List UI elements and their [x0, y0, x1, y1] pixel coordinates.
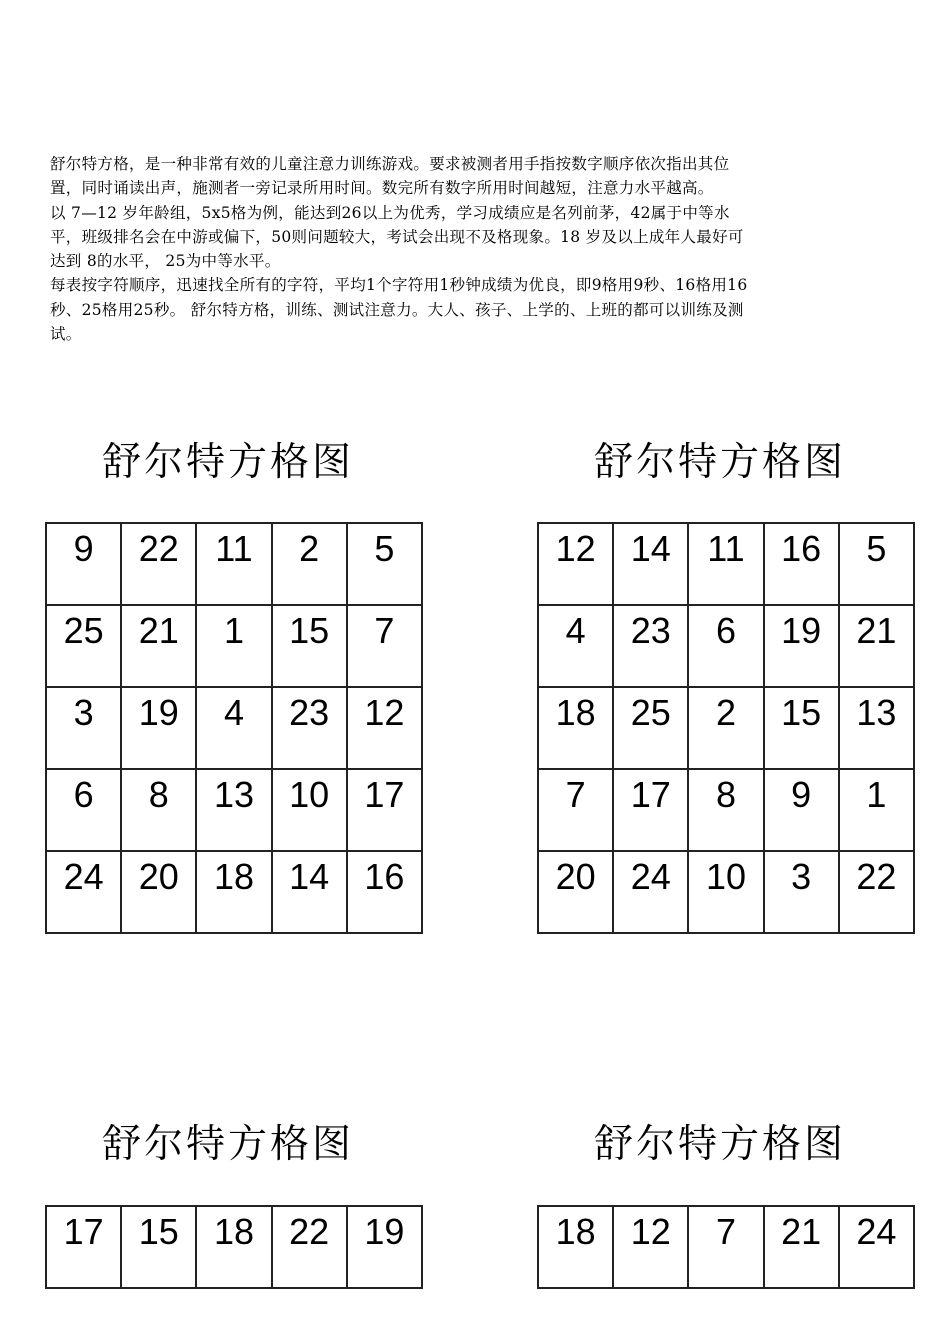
grid-cell: 22 [272, 1206, 347, 1288]
grid-cell: 21 [121, 605, 196, 687]
grid-cell: 23 [272, 687, 347, 769]
grid-cell: 5 [347, 523, 422, 605]
grid-cell: 15 [764, 687, 839, 769]
grid-cell: 7 [688, 1206, 763, 1288]
grid-cell: 13 [839, 687, 914, 769]
grid-cell: 7 [538, 769, 613, 851]
grid-cell: 18 [196, 851, 271, 933]
grid-row [538, 605, 914, 687]
grid-cell: 12 [538, 523, 613, 605]
grid-title: 舒尔特方格图 [593, 1122, 846, 1167]
grid-cell: 12 [613, 1206, 688, 1288]
grid-cell: 17 [46, 1206, 121, 1288]
grid-cell: 23 [613, 605, 688, 687]
schulte-grid-1 [45, 522, 423, 934]
grid-cell: 8 [121, 769, 196, 851]
grid-cell: 18 [538, 1206, 613, 1288]
grid-row [46, 851, 422, 933]
grid-cell: 4 [538, 605, 613, 687]
grid-title: 舒尔特方格图 [101, 1122, 354, 1167]
schulte-grid-2 [537, 522, 915, 934]
grid-cell: 2 [272, 523, 347, 605]
grid-cell: 1 [196, 605, 271, 687]
intro-line: 每表按字符顺序，迅速找全所有的字符，平均1个字符用1秒钟成绩为优良，即9格用9秒、16格用16 [50, 276, 748, 295]
grid-row [46, 769, 422, 851]
intro-line: 置，同时诵读出声，施测者一旁记录所用时间。数完所有数字所用时间越短，注意力水平越高。 [50, 179, 714, 198]
grid-cell: 15 [121, 1206, 196, 1288]
grid-cell: 12 [347, 687, 422, 769]
grid-cell: 1 [839, 769, 914, 851]
grid-row [46, 523, 422, 605]
intro-line: 舒尔特方格，是一种非常有效的儿童注意力训练游戏。要求被测者用手指按数字顺序依次指出其位 [50, 155, 730, 173]
grid-cell: 5 [839, 523, 914, 605]
grid-cell: 19 [121, 687, 196, 769]
grid-cell: 22 [121, 523, 196, 605]
grid-cell: 16 [764, 523, 839, 605]
grid-cell: 7 [347, 605, 422, 687]
intro-line: 试。 [50, 325, 82, 344]
grid-cell: 19 [764, 605, 839, 687]
grid-cell: 24 [613, 851, 688, 933]
grid-cell: 3 [46, 687, 121, 769]
grid-cell: 15 [272, 605, 347, 687]
grid-row [46, 1206, 422, 1288]
grid-cell: 4 [196, 687, 271, 769]
grid-cell: 9 [764, 769, 839, 851]
grid-cell: 24 [839, 1206, 914, 1288]
grid-cell: 19 [347, 1206, 422, 1288]
grid-cell: 11 [196, 523, 271, 605]
grid-cell: 24 [46, 851, 121, 933]
intro-line: 达到 8的水平， 25为中等水平。 [50, 252, 281, 271]
grid-row [46, 687, 422, 769]
grid-cell: 17 [347, 769, 422, 851]
grid-cell: 11 [688, 523, 763, 605]
grid-title: 舒尔特方格图 [101, 440, 354, 485]
intro-line: 秒、25格用25秒。 舒尔特方格，训练、测试注意力。大人、孩子、上学的、上班的都可以训练及测 [50, 300, 744, 319]
grid-cell: 10 [688, 851, 763, 933]
grid-cell: 6 [46, 769, 121, 851]
grid-cell: 6 [688, 605, 763, 687]
intro-text [50, 152, 900, 346]
grid-cell: 20 [538, 851, 613, 933]
schulte-grid-3 [45, 1205, 423, 1289]
grid-cell: 25 [613, 687, 688, 769]
grid-title: 舒尔特方格图 [593, 440, 846, 485]
grid-cell: 14 [613, 523, 688, 605]
intro-line: 平，班级排名会在中游或偏下，50则问题较大，考试会出现不及格现象。18 岁及以上成年人最好可 [50, 227, 744, 246]
grid-cell: 16 [347, 851, 422, 933]
grid-cell: 18 [196, 1206, 271, 1288]
grid-cell: 21 [764, 1206, 839, 1288]
grid-cell: 18 [538, 687, 613, 769]
grid-row [538, 687, 914, 769]
grid-cell: 20 [121, 851, 196, 933]
grid-cell: 21 [839, 605, 914, 687]
grid-cell: 9 [46, 523, 121, 605]
grid-cell: 13 [196, 769, 271, 851]
grid-row [538, 1206, 914, 1288]
grid-cell: 8 [688, 769, 763, 851]
grid-row [538, 769, 914, 851]
schulte-grid-4 [537, 1205, 915, 1289]
intro-line: 以 7—12 岁年龄组，5x5格为例，能达到26以上为优秀，学习成绩应是名列前茅，42属于中等水 [50, 203, 730, 222]
grid-cell: 25 [46, 605, 121, 687]
grid-cell: 22 [839, 851, 914, 933]
grid-cell: 14 [272, 851, 347, 933]
grid-cell: 10 [272, 769, 347, 851]
grid-cell: 17 [613, 769, 688, 851]
grid-row [538, 523, 914, 605]
grid-row [538, 851, 914, 933]
grid-cell: 2 [688, 687, 763, 769]
grid-row [46, 605, 422, 687]
grid-cell: 3 [764, 851, 839, 933]
